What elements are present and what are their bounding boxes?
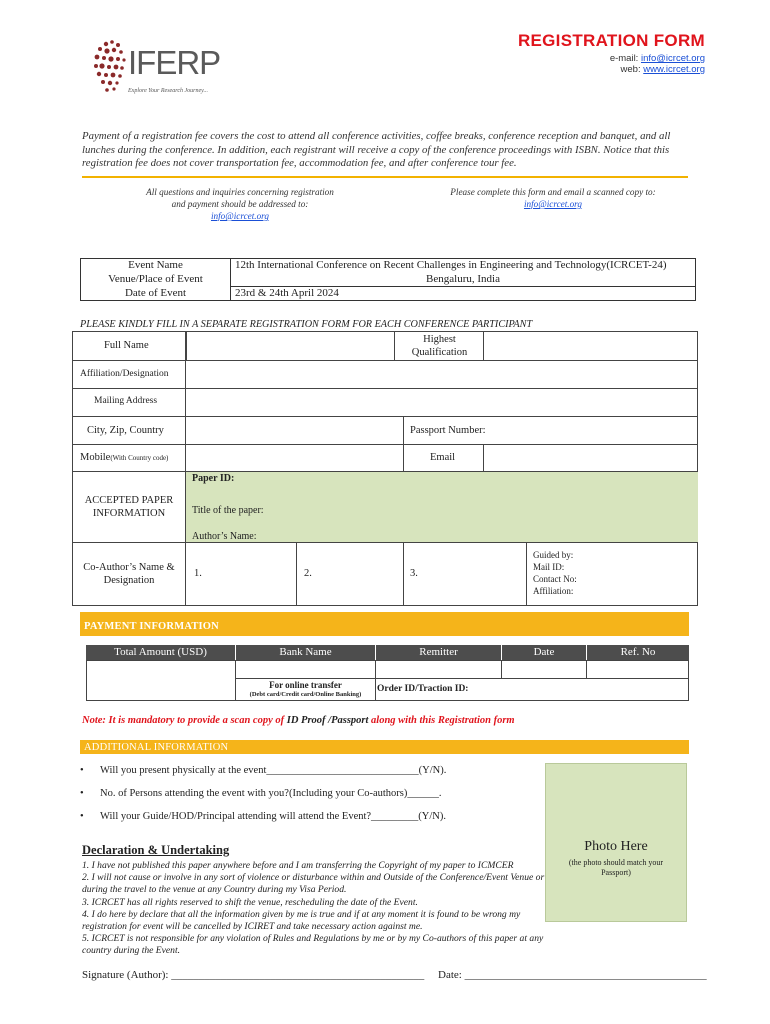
- mobile-label: [80, 452, 168, 463]
- logo-tagline: Explore Your Research Journey...: [128, 88, 208, 94]
- remitter-input[interactable]: [375, 660, 502, 679]
- highest-qual-label: [395, 333, 484, 359]
- passport-input[interactable]: [404, 417, 698, 445]
- question-text: Will your Guide/HOD/Principal attending will attend the Event?_________(Y/N).: [100, 811, 447, 822]
- guide-info: [533, 549, 577, 597]
- question-guide: [80, 811, 446, 822]
- web-label: web:: [620, 64, 641, 75]
- order-id-label: Order ID/Traction ID:: [377, 684, 469, 694]
- event-name-label: Event Name: [81, 259, 231, 273]
- highest-qual-line: Highest: [423, 334, 456, 345]
- pay-header-date: Date: [502, 645, 586, 660]
- gold-divider: [82, 176, 688, 178]
- declaration-line: 3. ICRCET has all rights reserved to shift the venue, rescheduling the date of the Event.: [82, 896, 418, 908]
- city-label: City, Zip, Country: [87, 425, 164, 436]
- guide-affiliation-label: Affiliation:: [533, 586, 574, 596]
- coauthor-3-input[interactable]: [404, 543, 527, 606]
- coauthor-3-number: 3.: [410, 568, 418, 579]
- passport-label: Passport Number:: [410, 425, 486, 436]
- city-input[interactable]: [186, 417, 404, 445]
- photo-note-line: (the photo should match your: [568, 858, 664, 867]
- event-date-label: Date of Event: [81, 287, 231, 301]
- declaration-title: Declaration & Undertaking: [82, 843, 230, 857]
- web-link[interactable]: www.icrcet.org: [643, 64, 705, 75]
- email-label: e-mail:: [609, 53, 639, 64]
- form-title: REGISTRATION FORM: [517, 31, 705, 50]
- declaration-text: [82, 860, 562, 958]
- intro-paragraph: Payment of a registration fee covers the cost to attend all conference activities, coffee breaks, conference reception and banquet, and all lunches during the conference. In addition, each registrant will receive a copy of the conference proceedings with ISBN. Notice that this registration fee does not cover transportation fee, accommodation fee, and after conference tour fee.: [82, 130, 671, 169]
- mobile-label-text: Mobile: [80, 452, 111, 463]
- inquiries-line: Please complete this form and email a scanned copy to:: [450, 187, 656, 197]
- pay-header-remitter: Remitter: [376, 645, 501, 660]
- inquiries-email-link[interactable]: info@icrcet.org: [210, 211, 270, 221]
- full-name-input[interactable]: [186, 331, 395, 361]
- signature-date[interactable]: Date: ____________________________________________: [438, 969, 707, 981]
- accepted-line: ACCEPTED PAPER: [84, 495, 174, 506]
- declaration-line: 1. I have not published this paper anywhere before and I am transferring the Copyright of my paper to ICMCER: [82, 860, 514, 871]
- declaration-line: 5. ICRCET is not responsible for any violation of Rules and Regulations by me or by my Co-authors of this paper at any country during the Event.: [82, 933, 544, 957]
- additional-section-bar: ADDITIONAL INFORMATION: [80, 740, 689, 754]
- question-text: Will you present physically at the event_____________________________(Y/N).: [100, 765, 447, 776]
- question-text: No. of Persons attending the event with you?(Including your Co-authors)______.: [100, 788, 442, 799]
- paper-title-label: Title of the paper:: [192, 505, 264, 516]
- mandatory-highlight: ID Proof /Passport: [286, 715, 369, 726]
- mailing-input[interactable]: [186, 389, 698, 417]
- inquiries-line: and payment should be addressed to:: [171, 199, 309, 209]
- online-transfer-label: [235, 680, 376, 700]
- guide-mail-label: Mail ID:: [533, 562, 565, 572]
- inquiries-right: [410, 186, 696, 210]
- mandatory-note: [82, 715, 515, 726]
- accepted-line: INFORMATION: [92, 508, 166, 519]
- event-date-value: 23rd & 24th April 2024: [231, 287, 696, 301]
- highest-qual-line: Qualification: [411, 347, 468, 358]
- table-row: [81, 287, 696, 301]
- mobile-input[interactable]: [186, 445, 404, 472]
- pay-header-ref: Ref. No: [587, 645, 689, 660]
- author-signature[interactable]: Signature (Author): ______________________________________________: [82, 969, 425, 981]
- mobile-note: (With Country code): [110, 454, 169, 462]
- affiliation-label: Affiliation/Designation: [80, 369, 169, 379]
- authors-name-label: Author’s Name:: [192, 531, 257, 542]
- total-amount-input[interactable]: [86, 660, 236, 701]
- question-present: [80, 765, 446, 776]
- coauthor-2-number: 2.: [304, 568, 312, 579]
- bullet-icon: •: [80, 788, 84, 799]
- event-table: [80, 258, 696, 301]
- mandatory-suffix: along with this Registration form: [368, 715, 515, 726]
- ref-no-input[interactable]: [586, 660, 689, 679]
- declaration-line: 4. I do here by declare that all the information given by me is true and if at any moment it is found to be wrong my registration for event will be cancelled by ICIRET and take necessary action against me.: [82, 908, 521, 933]
- date-input[interactable]: [501, 660, 587, 679]
- photo-note-line: Passport): [601, 868, 631, 877]
- paper-id-label: Paper ID:: [192, 473, 235, 484]
- online-transfer-note: (Debt card/Credit card/Online Banking): [249, 691, 362, 698]
- coauthor-line: Designation: [103, 575, 155, 586]
- email-input[interactable]: [484, 445, 698, 472]
- mailing-label: Mailing Address: [94, 396, 158, 406]
- inquiries-left: [112, 186, 368, 222]
- table-row: [81, 259, 696, 273]
- coauthor-1-input[interactable]: [186, 543, 297, 606]
- online-transfer-text: For online transfer: [269, 680, 342, 690]
- event-venue-label: Venue/Place of Event: [81, 273, 231, 287]
- coauthor-line: Co-Author’s Name &: [83, 562, 175, 573]
- coauthor-2-input[interactable]: [297, 543, 404, 606]
- payment-section-bar: PAYMENT INFORMATION: [80, 612, 689, 636]
- coauthor-label: [72, 561, 186, 587]
- affiliation-input[interactable]: [186, 361, 698, 389]
- event-venue-value: Bengaluru, India: [231, 273, 696, 287]
- pay-header-total: Total Amount (USD): [86, 645, 235, 660]
- bank-name-input[interactable]: [235, 660, 376, 679]
- contact-email: [610, 53, 705, 64]
- question-persons: [80, 788, 441, 799]
- inquiries-email-link[interactable]: info@icrcet.org: [523, 199, 583, 209]
- bullet-icon: •: [80, 811, 84, 822]
- fill-note: PLEASE KINDLY FILL IN A SEPARATE REGISTRATION FORM FOR EACH CONFERENCE PARTICIPANT: [80, 319, 533, 330]
- email-label: Email: [430, 452, 456, 463]
- table-row: [81, 273, 696, 287]
- inquiries-line: All questions and inquiries concerning registration: [146, 187, 334, 197]
- declaration-line: 2. I will not cause or involve in any sort of violence or disturbance within and Outside of the Conference/Event Venue or during the travel to the venue at any Country during my Visa Period.: [82, 872, 545, 896]
- logo-text: IFERP: [128, 44, 221, 81]
- accepted-paper-label: [72, 494, 186, 520]
- event-name-value: 12th International Conference on Recent Challenges in Engineering and Technology(ICRCET-24): [231, 259, 696, 273]
- full-name-label: Full Name: [104, 340, 149, 351]
- highest-qual-input[interactable]: [484, 331, 698, 361]
- guided-by-label: Guided by:: [533, 550, 574, 560]
- email-link[interactable]: info@icrcet.org: [640, 53, 705, 64]
- guide-contact-label: Contact No:: [533, 574, 577, 584]
- photo-note: [545, 858, 687, 878]
- pay-header-bank: Bank Name: [236, 645, 375, 660]
- photo-title: Photo Here: [584, 839, 648, 854]
- coauthor-1-number: 1.: [194, 568, 202, 579]
- bullet-icon: •: [80, 765, 84, 776]
- mandatory-prefix: Note: It is mandatory to provide a scan copy of: [82, 715, 287, 726]
- contact-web: [621, 64, 705, 75]
